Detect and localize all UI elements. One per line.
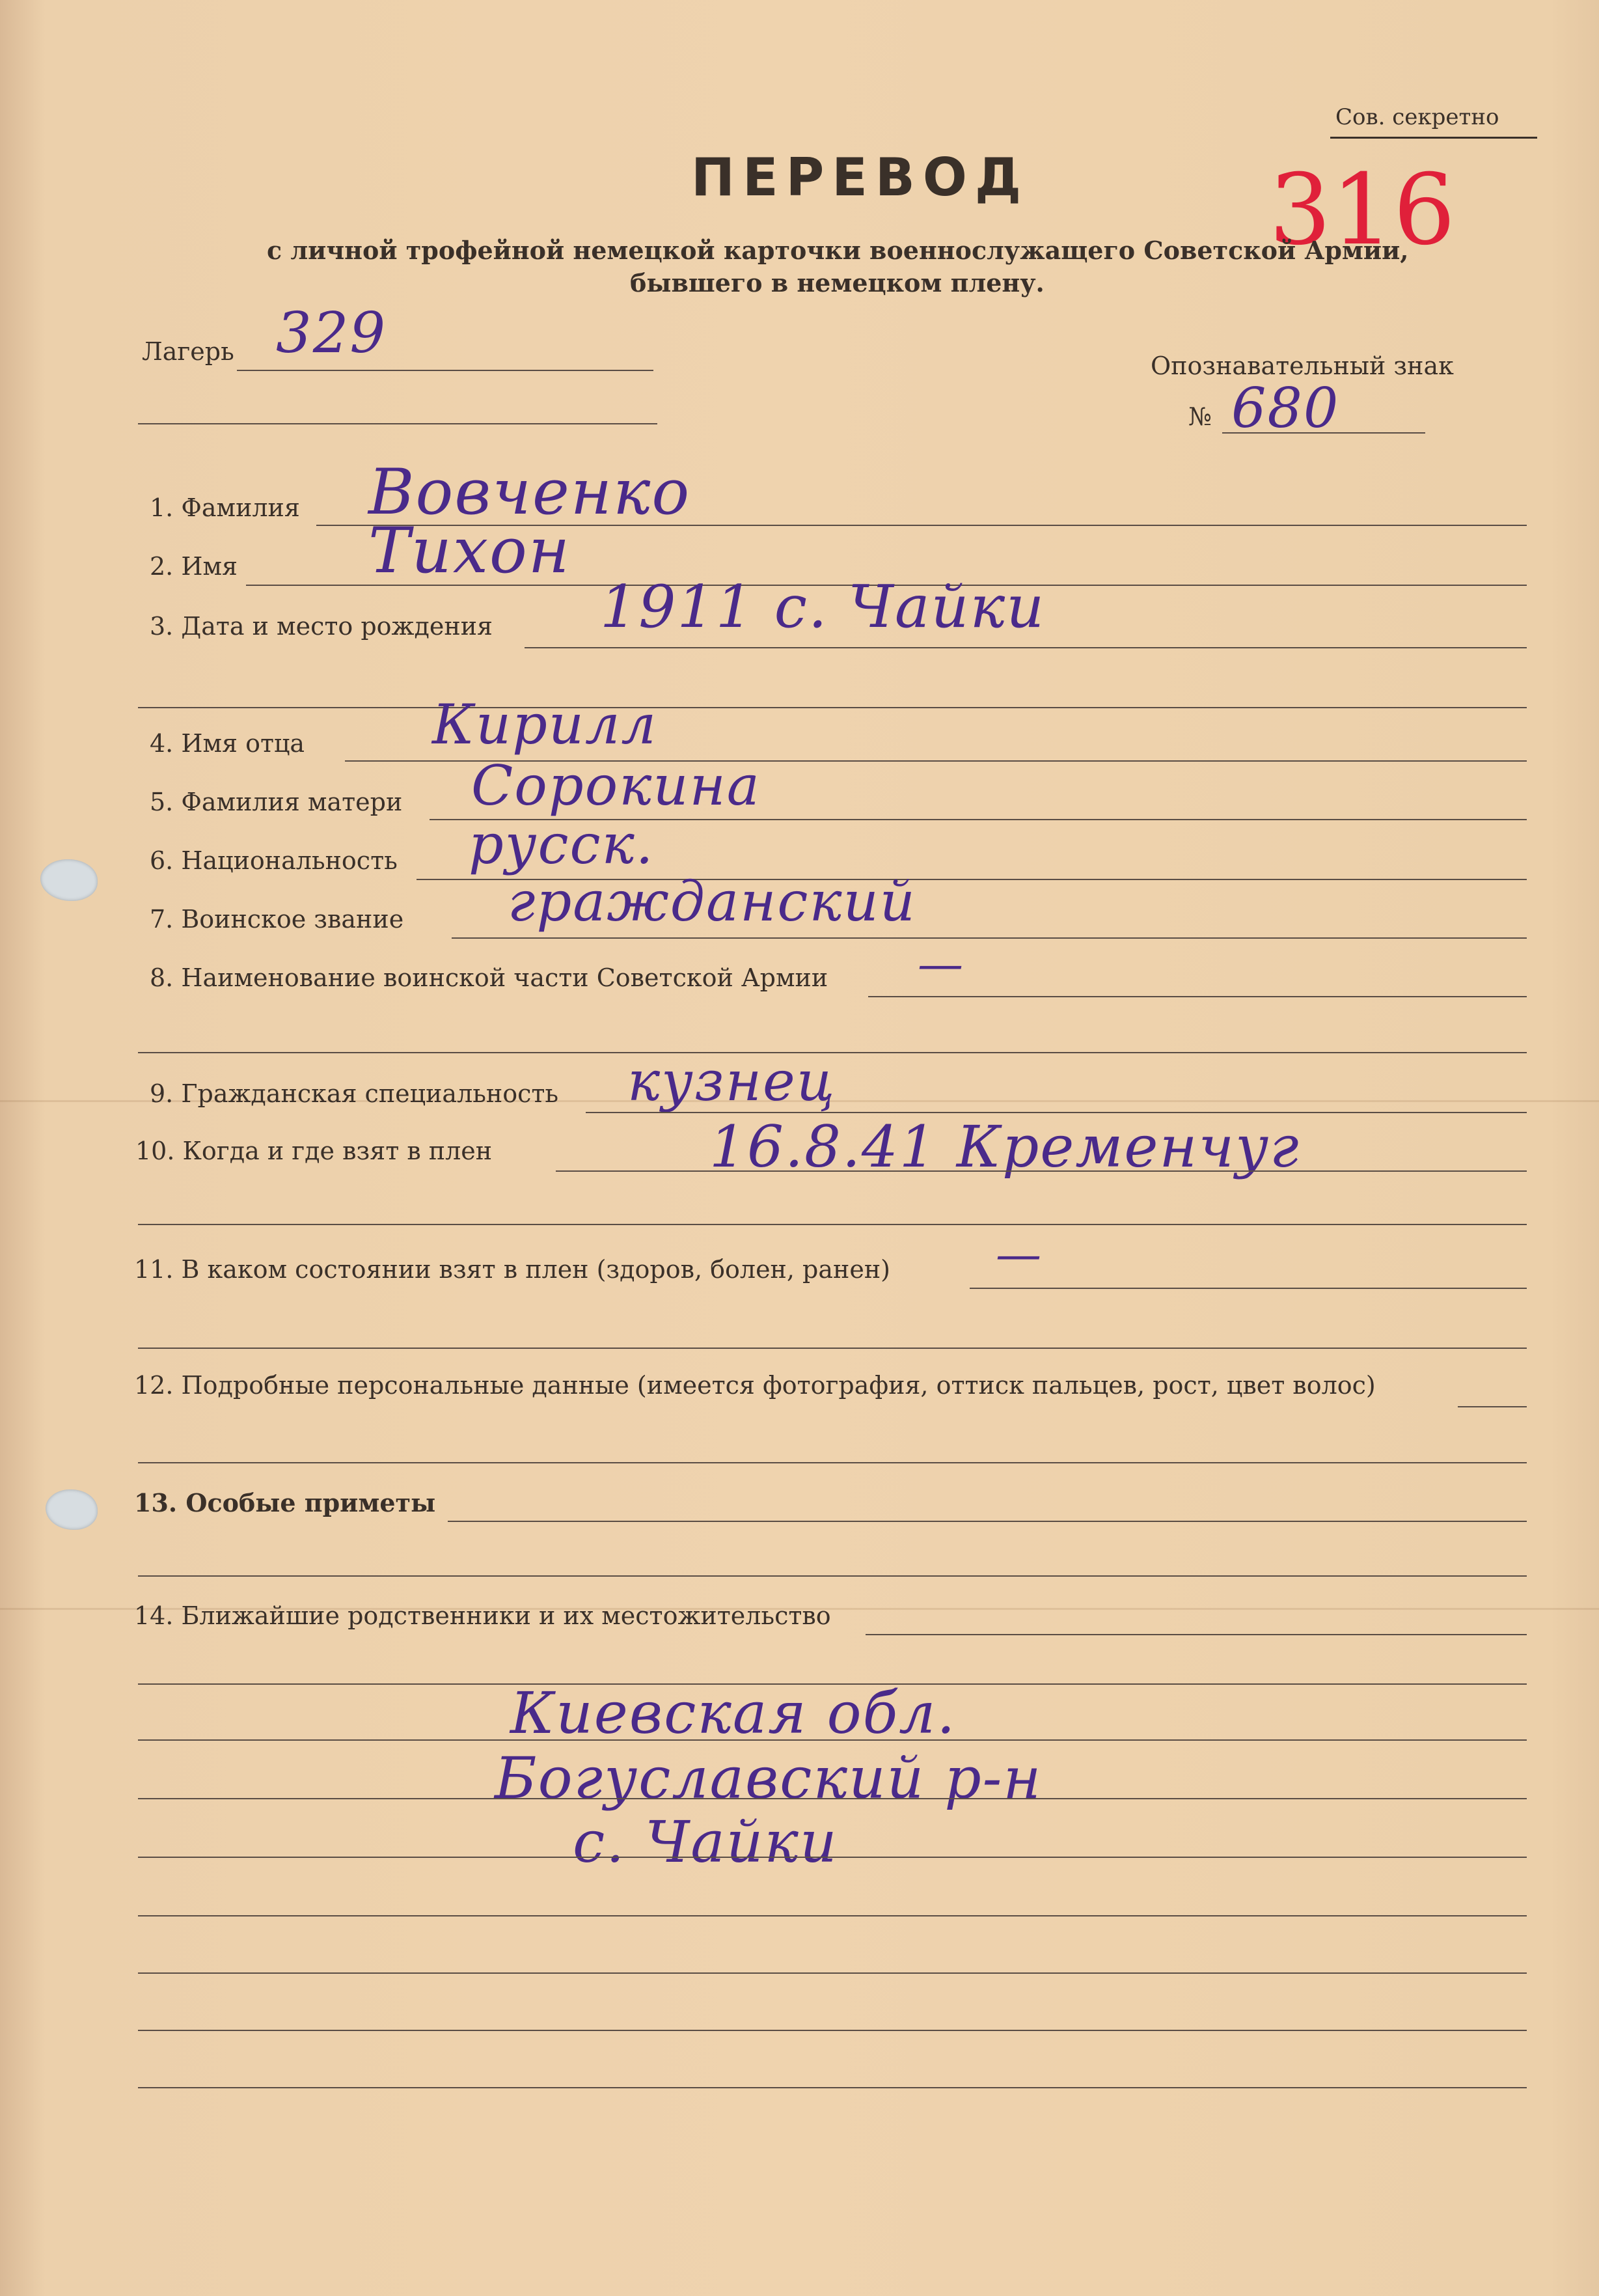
- field-birth-line-2: [138, 707, 1527, 708]
- ident-line: [1222, 432, 1425, 434]
- field-profession-label: 9. Гражданская специальность: [150, 1079, 559, 1108]
- red-number: 316: [1269, 154, 1456, 267]
- camp-label: Лагерь: [142, 337, 234, 366]
- field-personal-data-label: 12. Подробные персональные данные (имеется фотография, оттиск пальцев, рост, цвет волос): [134, 1371, 1376, 1400]
- field-unit-value: —: [918, 937, 964, 991]
- field-nationality-value: русск.: [469, 812, 655, 876]
- field-personal-data-line-2: [138, 1462, 1527, 1463]
- field-name-label: 2. Имя: [150, 552, 238, 581]
- ruled-line: [138, 1915, 1527, 1916]
- field-personal-data-line: [1458, 1406, 1527, 1407]
- camp-line: [237, 370, 653, 371]
- field-surname-value: Вовченко: [368, 456, 691, 529]
- field-nationality-label: 6. Национальность: [150, 846, 398, 875]
- field-unit-line: [868, 996, 1527, 997]
- ruled-line: [138, 1683, 1527, 1685]
- field-profession-value: кузнец: [627, 1049, 836, 1113]
- field-captured-line-2: [138, 1224, 1527, 1225]
- field-captured-value: 16.8.41 Кременчуг: [709, 1113, 1300, 1180]
- relatives-address-line1: Киевская обл.: [510, 1680, 957, 1747]
- field-relatives-label: 14. Ближайшие родственники и их местожительство: [134, 1601, 831, 1630]
- field-unit-label: 8. Наименование воинской части Советской Армии: [150, 963, 828, 992]
- field-birth-label: 3. Дата и место рождения: [150, 612, 493, 641]
- field-name-value: Тихон: [368, 514, 571, 587]
- ruled-line: [138, 2030, 1527, 2031]
- ident-label: Опознавательный знак: [1151, 352, 1454, 380]
- field-mother-label: 5. Фамилия матери: [150, 788, 403, 816]
- ident-number-sign: №: [1188, 402, 1212, 431]
- classification-mark: Сов. секретно: [1335, 104, 1499, 130]
- ident-value: 680: [1231, 376, 1340, 440]
- classification-underline: [1330, 137, 1537, 139]
- ruled-line: [138, 1972, 1527, 1974]
- ruled-line: [138, 1739, 1527, 1741]
- field-condition-line-2: [138, 1348, 1527, 1349]
- ruled-line: [138, 1798, 1527, 1799]
- relatives-address-line2: Богуславский р-н: [495, 1745, 1043, 1812]
- field-condition-label: 11. В каком состоянии взят в плен (здоров, болен, ранен): [134, 1255, 890, 1284]
- field-relatives-line: [866, 1634, 1527, 1635]
- field-mother-value: Сорокина: [471, 754, 761, 818]
- ruled-line: [138, 1857, 1527, 1858]
- field-rank-value: гражданский: [508, 870, 916, 934]
- document-title: ПЕРЕВОД: [691, 147, 1030, 208]
- field-birth-value: 1911 с. Чайки: [600, 573, 1046, 641]
- field-captured-line: [556, 1170, 1527, 1172]
- field-birth-line: [525, 647, 1527, 648]
- ruled-line: [138, 2087, 1527, 2088]
- field-father-label: 4. Имя отца: [150, 729, 305, 758]
- relatives-address-line3: с. Чайки: [573, 1808, 838, 1875]
- camp-line-2: [138, 423, 657, 424]
- field-condition-value: —: [996, 1228, 1043, 1281]
- field-condition-line: [970, 1288, 1527, 1289]
- field-marks-line: [448, 1521, 1527, 1522]
- field-rank-line: [452, 937, 1527, 939]
- field-marks-line-2: [138, 1575, 1527, 1577]
- field-captured-label: 10. Когда и где взят в плен: [135, 1137, 493, 1165]
- field-marks-label: 13. Особые приметы: [134, 1488, 436, 1517]
- document-subtitle-line2: бывшего в немецком плену.: [630, 268, 1045, 297]
- camp-value: 329: [276, 301, 387, 366]
- field-surname-label: 1. Фамилия: [150, 493, 300, 522]
- document-subtitle-line1: с личной трофейной немецкой карточки военнослужащего Советской Армии,: [267, 236, 1409, 265]
- field-father-value: Кирилл: [432, 693, 657, 756]
- field-rank-label: 7. Воинское звание: [150, 905, 404, 934]
